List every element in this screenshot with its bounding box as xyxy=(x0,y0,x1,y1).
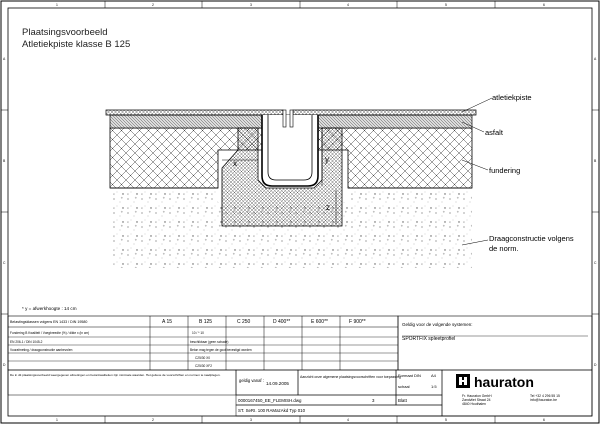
valid-label: Geldig voor de volgende systemen: xyxy=(402,322,473,327)
dim-x: x xyxy=(233,159,237,168)
company-addr-3: 4840 Houthalen xyxy=(462,402,486,406)
company-mail: info@hauraton.be xyxy=(530,398,558,402)
class-a15: A 15 xyxy=(162,319,173,325)
callout-atletiekpiste: atletiekpiste xyxy=(492,93,532,102)
schaal-value: 1:5 xyxy=(431,384,437,389)
dim-z: z xyxy=(326,203,330,212)
frame-num-3: 3 xyxy=(250,3,252,7)
row-label-1: EN 206-1 / DIN 1045-2 xyxy=(10,340,43,344)
title-line-2: Atletiekpiste klasse B 125 xyxy=(22,39,131,50)
company-tel: Tel +32 4 296 55 15 xyxy=(530,394,560,398)
company-addr-2: Zandvliet Straat 24 xyxy=(462,398,491,402)
company-addr-1: Fr. Hauraton GmbH xyxy=(462,394,492,398)
drawing-id: ST. SeRI. 100 RAMazAkd Typ 010 xyxy=(238,408,306,413)
footnote: * y = afwerkhoogte : 14 cm xyxy=(22,306,77,311)
frame-letter-c-r: C xyxy=(594,261,597,265)
class-b125: B 125 xyxy=(199,319,213,325)
company-name: hauraton xyxy=(474,374,534,390)
frame-letter-d-r: D xyxy=(594,363,597,367)
frame-num-4b: 4 xyxy=(347,418,349,422)
row-3-b125: C25/30 X0 xyxy=(195,356,211,360)
row-4-b125: C25/30 XF2 xyxy=(195,364,213,368)
frame-letter-a: A xyxy=(3,57,6,61)
geldig-label: geldig vanaf : xyxy=(239,378,264,383)
callout-draag-1: Draagconstructie volgens xyxy=(489,234,574,243)
valid-system: SPORTFIX spleetprofiel xyxy=(402,336,456,342)
class-e600: E 600** xyxy=(311,319,328,325)
callout-draag-2: de norm. xyxy=(489,244,519,253)
frame-letter-a-r: A xyxy=(594,57,597,61)
format-value: A4 xyxy=(431,373,436,378)
row-1-b125: beschikbaar (geen schade) xyxy=(190,340,229,344)
frame-num-6: 6 xyxy=(543,3,545,7)
schaal-label: schaal xyxy=(398,384,410,389)
slot-right xyxy=(290,110,293,127)
frame-num-6b: 6 xyxy=(543,418,545,422)
hauraton-logo-icon xyxy=(456,374,470,388)
frame-num-4: 4 xyxy=(347,3,349,7)
geldig-value: 14.09.2005 xyxy=(266,381,289,386)
callout-fundering: fundering xyxy=(489,166,521,175)
class-f900: F 900** xyxy=(349,319,366,325)
filename: 0000167450_EE_FLEMISH.dwg xyxy=(238,398,302,403)
frame-letter-b-r: B xyxy=(594,159,597,163)
legend-header-label: Belastingsklassen volgens EN 1433 / DIN 19580 xyxy=(10,320,88,324)
row-label-0: Fundering B Kwaliteit / Voegbreedte (%) / dikte x (in cm) xyxy=(10,331,90,335)
blatt-label: Blatt xyxy=(398,398,407,403)
frame-num-2b: 2 xyxy=(152,418,154,422)
dim-y: y xyxy=(325,155,329,164)
sheet-number: 3 xyxy=(372,398,375,403)
format-label: Formaat DIN xyxy=(398,373,421,378)
frame-num-5b: 5 xyxy=(445,418,447,422)
row-2-b125: Beton mag tegen de goot bevestigd worden xyxy=(190,348,252,352)
frame-num-1b: 1 xyxy=(56,418,58,422)
legend-rows xyxy=(10,331,252,368)
class-c250: C 250 xyxy=(237,319,251,325)
frame-letter-d: D xyxy=(3,363,6,367)
frame-letter-c: C xyxy=(3,261,6,265)
callout-asfalt: asfalt xyxy=(485,128,503,137)
bottom-note: Aanzicht onze algemene plaatsingsvoorschriften voor toepassing xyxy=(300,375,401,379)
notes-text: De in dit plaatsingsvoorbeeld weergegeven afmetingen en betonkwaliteiten zijn minimale waarden. Het gelieve de voorschriften en normen te raadplegen. xyxy=(10,373,221,377)
frame-num-5: 5 xyxy=(445,3,447,7)
frame-letter-b: B xyxy=(3,159,6,163)
title-line-1: Plaatsingsvoorbeeld xyxy=(22,27,108,38)
class-d400: D 400** xyxy=(273,319,291,325)
slot-left xyxy=(283,110,286,127)
row-0-b125: 10 / * 10 xyxy=(192,331,204,335)
frame-num-2: 2 xyxy=(152,3,154,7)
frame-num-1: 1 xyxy=(56,3,58,7)
frame-num-3b: 3 xyxy=(250,418,252,422)
row-label-2: Voorafmeting / draagconstructie aanbevolen xyxy=(10,348,73,352)
